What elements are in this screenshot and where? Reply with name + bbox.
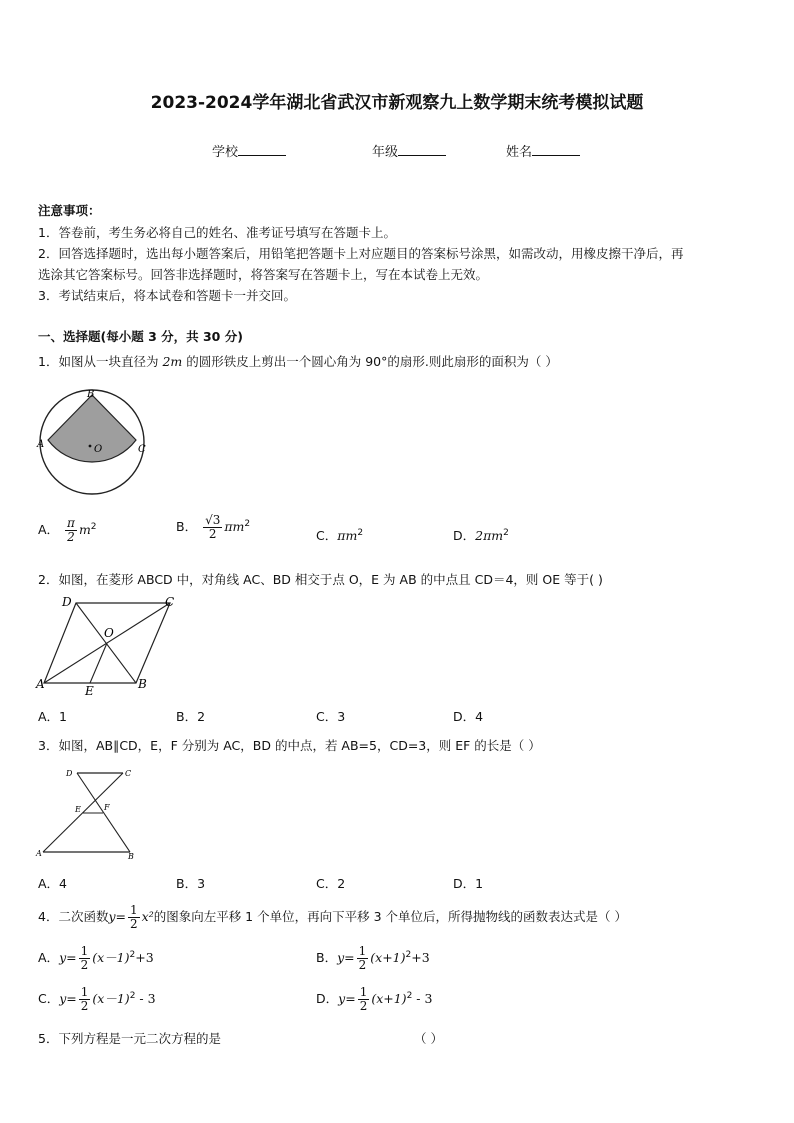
q4-option-a-numerator: 1 xyxy=(80,944,89,958)
q4-option-b-body: (x+1) xyxy=(370,950,406,965)
q2-option-c: C．3 xyxy=(316,709,346,724)
q4-option-a-tail: +3 xyxy=(135,950,154,965)
q2-option-a: A．1 xyxy=(38,709,68,724)
page-title: 2023-2024学年湖北省武汉市新观察九上数学期末统考模拟试题 xyxy=(150,93,644,113)
q4-option-a-exp: 2 xyxy=(129,949,136,960)
q4-option-a-denominator: 2 xyxy=(80,958,89,972)
q1-figure xyxy=(36,385,156,497)
q4-option-c xyxy=(38,986,156,1013)
q3-option-b: B．3 xyxy=(176,876,206,891)
q4-option-d-tail: - 3 xyxy=(412,991,433,1006)
q4-option-b-y: y= xyxy=(337,950,355,965)
question-2: 2．如图，在菱形 ABCD 中，对角线 AC、BD 相交于点 O，E 为 AB 的中点且 CD＝4，则 OE 等于( ) xyxy=(38,572,603,587)
q4-option-b-tail: +3 xyxy=(411,950,430,965)
q2-option-b: B．2 xyxy=(176,709,206,724)
q4-option-c-denominator: 2 xyxy=(80,999,89,1013)
q3-label-a: A xyxy=(36,849,42,858)
q4-text-pre: 4．二次函数 xyxy=(38,909,109,924)
notice-heading: 注意事项： xyxy=(38,203,101,218)
q2-label-a: A xyxy=(36,677,45,691)
question-5: 5．下列方程是一元二次方程的是 xyxy=(38,1031,221,1046)
q4-option-b-label: B． xyxy=(316,950,338,965)
q1-b-exp: 2 xyxy=(244,518,251,529)
q1-option-c-label: C． xyxy=(316,528,338,543)
q4-option-d-exp: 2 xyxy=(406,990,413,1001)
q1-d-exp: 2 xyxy=(503,527,509,538)
q2-option-d: D．4 xyxy=(453,709,484,724)
q1-a-unit: m xyxy=(78,522,91,537)
grade-label: 年级 xyxy=(372,145,399,160)
q1-b-unit: πm xyxy=(224,519,245,534)
q4-function-y: y= xyxy=(108,909,126,924)
q4-option-c-tail: - 3 xyxy=(135,991,156,1006)
q2-label-c: C xyxy=(165,595,175,609)
q3-label-b: B xyxy=(128,852,134,861)
q4-option-d-denominator: 2 xyxy=(359,999,368,1013)
q1-option-a-label: A． xyxy=(38,522,60,537)
school-label: 学校 xyxy=(212,145,239,160)
section-heading: 一、选择题(每小题 3 分，共 30 分) xyxy=(38,329,243,344)
q4-x-squared: x² xyxy=(141,909,154,924)
q1-c-value: πm xyxy=(337,528,358,543)
q4-half-numerator: 1 xyxy=(130,903,138,917)
q1-label-o: O xyxy=(94,444,103,455)
notice-item-2: 2．回答选择题时，选出每小题答案后，用铅笔把答题卡上对应题目的答案标号涂黑，如需改动，用橡皮擦干净后，再 xyxy=(38,246,684,261)
q4-option-d-label: D． xyxy=(316,991,339,1006)
q1-option-a xyxy=(38,517,97,544)
q1-option-b xyxy=(176,514,250,541)
q4-option-c-exp: 2 xyxy=(129,990,136,1001)
q3-option-d: D．1 xyxy=(453,876,484,891)
name-label: 姓名 xyxy=(506,145,533,160)
q2-label-e: E xyxy=(85,684,94,698)
q4-option-b-denominator: 2 xyxy=(358,958,367,972)
question-1 xyxy=(38,351,558,373)
q1-center-dot xyxy=(89,445,92,448)
q4-option-c-numerator: 1 xyxy=(80,985,89,999)
q1-text-pre: 1．如图从一块直径为 xyxy=(38,354,159,369)
grade-field xyxy=(372,141,446,160)
q3-option-c: C．2 xyxy=(316,876,346,891)
q4-option-d xyxy=(316,986,432,1013)
q4-option-c-body: (x－1) xyxy=(92,991,130,1006)
q4-option-b xyxy=(316,945,430,972)
q2-label-o: O xyxy=(104,626,114,640)
q2-label-d: D xyxy=(62,595,72,609)
q3-figure xyxy=(34,765,144,863)
notice-item-3: 3．考试结束后，将本试卷和答题卡一并交回。 xyxy=(38,288,296,303)
q4-option-d-numerator: 1 xyxy=(359,985,368,999)
q1-b-denominator: 2 xyxy=(208,527,217,541)
q1-a-denominator: 2 xyxy=(67,530,75,544)
q1-text-post: 的圆形铁皮上剪出一个圆心角为 90°的扇形.则此扇形的面积为（ ） xyxy=(186,354,558,369)
q4-half-denominator: 2 xyxy=(130,917,138,931)
q4-option-a-body: (x－1) xyxy=(92,950,130,965)
q4-option-a-y: y= xyxy=(59,950,77,965)
notice-item-1: 1．答卷前，考生务必将自己的姓名、准考证号填写在答题卡上。 xyxy=(38,225,396,240)
q1-c-exp: 2 xyxy=(357,527,364,538)
q4-option-d-y: y= xyxy=(338,991,356,1006)
notice-item-2-cont: 选涂其它答案标号。回答非选择题时，将答案写在答题卡上，写在本试卷上无效。 xyxy=(38,267,489,282)
q4-option-d-body: (x+1) xyxy=(371,991,407,1006)
question-4 xyxy=(38,902,627,932)
q4-option-b-numerator: 1 xyxy=(358,944,367,958)
q1-label-c: C xyxy=(138,444,146,455)
q4-option-c-y: y= xyxy=(59,991,77,1006)
q1-label-b: B xyxy=(87,389,95,400)
q1-option-d-label: D． xyxy=(453,528,476,543)
q2-diagonal-bd xyxy=(76,603,136,683)
q4-option-c-label: C． xyxy=(38,991,60,1006)
q1-label-a: A xyxy=(37,439,45,450)
q1-sector xyxy=(48,395,136,462)
q3-label-f: F xyxy=(104,803,110,812)
q3-label-c: C xyxy=(125,769,132,778)
q1-d-value: 2πm xyxy=(475,528,504,543)
q1-option-d xyxy=(453,526,509,544)
q1-option-c xyxy=(316,526,363,544)
q1-option-b-label: B． xyxy=(176,519,198,534)
q4-text-post: 的图象向左平移 1 个单位，再向下平移 3 个单位后，所得抛物线的函数表达式是（ ） xyxy=(153,909,627,924)
q1-a-exp: 2 xyxy=(90,521,97,532)
q3-label-d: D xyxy=(66,769,73,778)
q1-a-numerator: π xyxy=(67,516,75,530)
q2-label-b: B xyxy=(138,677,147,691)
q1-variable: 2m xyxy=(162,354,183,369)
q3-option-a: A．4 xyxy=(38,876,68,891)
name-field xyxy=(506,141,580,160)
q4-option-b-exp: 2 xyxy=(405,949,412,960)
q3-label-e: E xyxy=(75,805,81,814)
question-3: 3．如图，AB∥CD，E，F 分别为 AC，BD 的中点，若 AB=5，CD=3，则 EF 的长是（ ） xyxy=(38,738,541,753)
question-5-paren: （ ） xyxy=(414,1031,443,1046)
q4-option-a-label: A． xyxy=(38,950,60,965)
school-field xyxy=(212,141,286,160)
q2-figure xyxy=(34,592,184,698)
q4-option-a xyxy=(38,945,154,972)
q1-b-numerator: √3 xyxy=(205,513,221,527)
